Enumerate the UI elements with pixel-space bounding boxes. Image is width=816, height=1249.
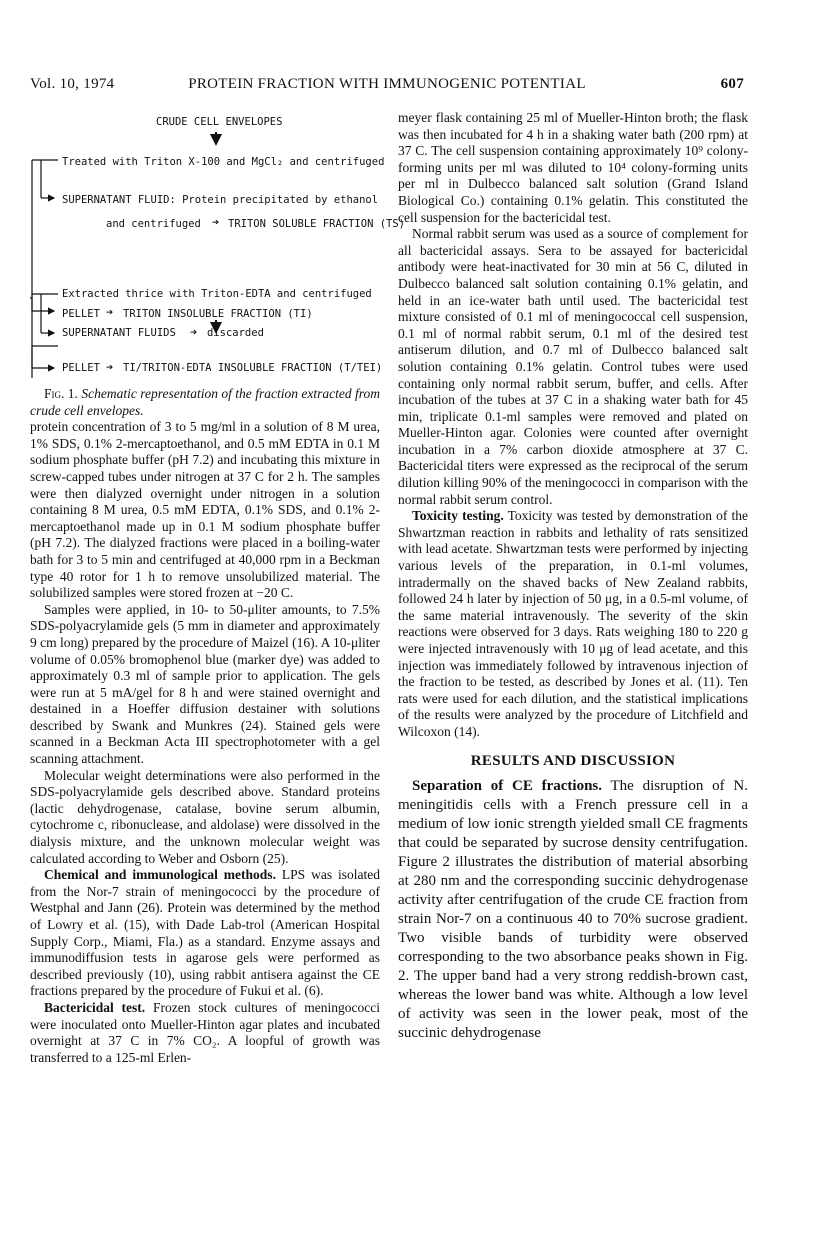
paragraph: protein concentration of 3 to 5 mg/ml in a solution of 8 M urea, 1% SDS, 0.1% 2-mercaptoethanol, and 0.5 mM EDTA in 0.1 M sodium phosphate buffer (pH 7.2) and incubating this mixture in screw-capped tubes under nitrogen at 37 C for 2 h. The samples were then dialyzed overnight under nitrogen in a solution containing 8 M urea, 0.5 mM EDTA, 0.1% SDS, and 0.1% 2-mercaptoethanol made up in 0.1 M sodium phosphate buffer (pH 7.2). The dialyzed fractions were placed in a boiling-water bath for 3 to 5 min and centrifuged at 40,000 rpm in a Beckman type 40 rotor for 1 h to remove unsolubilized material. The solubilized samples were stored frozen at −20 C. <box>30 419 380 601</box>
crude-envelopes-label: CRUDE CELL ENVELOPES <box>156 116 283 128</box>
running-title: PROTEIN FRACTION WITH IMMUNOGENIC POTENTIAL <box>188 76 586 92</box>
right-arrow-icon: ➔ <box>106 360 114 374</box>
paragraph: Bactericidal test. Frozen stock cultures of meningococci were inoculated onto Mueller-Hinton agar plates and incubated overnight at 37 C in 7% CO₂. A loopful of growth was transferred to a 125-ml Erlen- <box>30 999 380 1065</box>
section-heading: RESULTS AND DISCUSSION <box>470 752 676 769</box>
right-column <box>398 110 748 1043</box>
ti-fraction-label: TRITON INSOLUBLE FRACTION (TI) <box>123 308 313 320</box>
right-arrow-icon: ➔ <box>212 215 220 229</box>
paragraph: Normal rabbit serum was used as a source of complement for all bactericidal assays. Sera to be assayed for bactericidal antibody were heat-inactivated for 30 min at 56 C, diluted in Dulbecco balanced salt solution containing 0.1% gelatin, and held in an ice-water bath until used. The bactericidal test mixture consisted of 0.1 ml of meningococcal cell suspension, 0.1 ml of normal rabbit serum, 0.1 ml of the desired test antiserum dilution, and 0.7 ml of Dulbecco balanced salt solution containing 0.1% gelatin. Control tubes were used containing only normal rabbit serum, buffer, and cells. After incubation of the tubes at 37 C in a shaking water bath for 45 min, triplicate 0.1-ml samples were removed and plated on Mueller-Hinton agar. Colonies were counted after overnight incubation in a 7% carbon dioxide atmosphere at 37 C. Bactericidal titers were expressed as the reciprocal of the serum dilution killing 90% of the meningococci in comparison with the normal rabbit serum control. <box>398 226 748 507</box>
figure-1-lower <box>30 280 383 390</box>
centrifuged-label: and centrifuged <box>106 218 201 230</box>
paragraph: Toxicity testing. Toxicity was tested by demonstration of the Shwartzman reaction in rabbits and lethality of rats sensitized with lead acetate. Shwartzman tests were performed by injecting various levels of the preparation, in 0.1-ml volumes, intradermally on the shaved backs of New Zealand rabbits, followed 24 h later by injection of 50 μg, in a 0.5-ml volume, of the same material intravenously. The severity of the skin reactions were observed for 3 days. Rats weighing 180 to 220 g were injected intravenously with 10 μg of lead acetate, and this injection was immediately followed by intravenous injection of the fraction to be tested, as described by Jones et al. (11). Ten rats were used for each dilution, and the statistical implications of the results were analyzed by the procedure of Litchfield and Wilcoxon (14). <box>398 508 748 739</box>
triton-edta-step: Extracted thrice with Triton-EDTA and centrifuged <box>62 288 372 300</box>
paragraph: Separation of CE fractions. The disruption of N. meningitidis cells with a French pressure cell in a medium of low ionic strength yielded small CE fragments that could be separated by sucrose density centrifugation. Figure 2 illustrates the distribution of material absorbing at 280 nm and the corresponding succinic dehydrogenase activity after centrifugation of the crude CE fraction from strain Nor-7 on a continuous 40 to 70% sucrose gradient. Two visible bands of turbidity were observed corresponding to the two absorbance peaks shown in Fig. 2. The upper band had a very strong reddish-brown cast, whereas the lower band was white. Although a low level of activity was seen in the lower peak, most of the succinic dehydrogenase <box>398 778 748 1042</box>
discarded-label: discarded <box>207 327 264 339</box>
paragraph: Samples were applied, in 10- to 50-μliter amounts, to 7.5% SDS-polyacrylamide gels (5 mm in diameter and approximately 9 cm long) prepared by the procedure of Maizel (16). A 10-μliter volume of 0.05% bromophenol blue (marker dye) was added to approximately 0.3 ml of sample prior to application. The gels were run at 5 mA/gel for 8 h and were stained overnight and destained in a Hoeffer diffusion destainer with solutions described by Swank and Munkres (24). Stained gels were scanned in a Beckman Acta III spectrophotometer with a gel scanning attachment. <box>30 601 380 767</box>
pellet-label-2: PELLET <box>62 362 100 374</box>
left-column-text <box>30 386 380 1066</box>
paragraph: meyer flask containing 25 ml of Mueller-Hinton broth; the flask was then incubated for 4 h in a shaking water bath (200 rpm) at 37 C. The cell suspension containing approximately 10⁹ colony-forming units per ml was diluted to 10⁴ colony-forming units per ml in Dulbecco balanced salt solution (Grand Island Biological Co.) containing 0.1% gelatin. This constituted the cell suspension for the bactericidal test. <box>398 110 748 225</box>
ts-fraction-label: TRITON SOLUBLE FRACTION (TS) <box>228 218 406 230</box>
pellet-label: PELLET <box>62 308 100 320</box>
right-arrow-icon: ➔ <box>106 305 114 319</box>
supernatant-fluid-label: SUPERNATANT FLUID: Protein precipitated by ethanol <box>62 194 379 206</box>
volume-label: Vol. 10, 1974 <box>30 76 115 92</box>
triton-treatment-step: Treated with Triton X-100 and MgCl₂ and centrifuged <box>62 156 385 168</box>
right-arrow-icon: ➔ <box>190 325 198 339</box>
tei-fraction-label: TI/TRITON-EDTA INSOLUBLE FRACTION (T/TEI) <box>123 362 383 374</box>
page-header <box>30 76 744 96</box>
supernatant-fluids-label: SUPERNATANT FLUIDS <box>62 327 176 339</box>
page-number: 607 <box>720 76 744 92</box>
paragraph: Molecular weight determinations were also performed in the SDS-polyacrylamide gels described above. Standard proteins (lactic dehydrogenase, catalase, bovine serum albumin, cytochrome c, ribonuclease, and aldolase) were dissolved in the dialysis mixture, and the unknown molecular weight was calculated according to Weber and Osborn (25). <box>30 767 380 866</box>
figure-caption: Fig. 1. Schematic representation of the fraction extracted from crude cell envelopes. <box>30 386 380 418</box>
paragraph: Chemical and immunological methods. LPS was isolated from the Nor-7 strain of meningococci by the procedure of Westphal and Jann (26). Protein was determined by the method of Lowry et al. (15), with Dade Lab-trol (American Hospital Supply Corp., Miami, Fla.) as a standard. Enzyme assays and immunodiffusion tests in agarose gels were performed as described previously (10), using rabbit antisera against the CE fractions prepared by the procedure of Fukui et al. (6). <box>30 867 381 999</box>
